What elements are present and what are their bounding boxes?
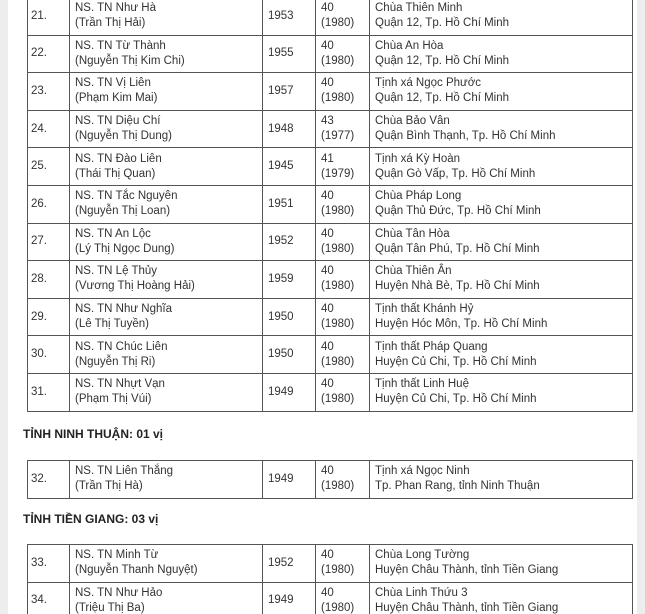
cell-years-years: 40 — [321, 190, 334, 203]
cell-birth-year-birth: 1952 — [268, 235, 294, 248]
cell-number-no: 26. — [31, 197, 47, 210]
cell-birth-year-birth: 1952 — [268, 556, 294, 569]
cell-name-name: NS. TN Tắc Nguyên — [75, 190, 178, 203]
cell-years — [316, 461, 370, 499]
cell-place-location: Quận Bình Thạnh, Tp. Hồ Chí Minh — [375, 130, 556, 143]
cell-years-years: 43 — [321, 115, 334, 128]
cell-place-temple: Tịnh thất Pháp Quang — [375, 340, 488, 353]
cell-years — [316, 336, 370, 374]
cell-birth-year — [263, 336, 316, 374]
cell-birth-year — [263, 373, 316, 411]
cell-place-temple: Tịnh thất Khánh Hỷ — [375, 303, 474, 316]
cell-name — [70, 73, 263, 111]
cell-number-no: 32. — [31, 472, 47, 485]
cell-birth-year — [263, 261, 316, 299]
nuns-table-tien-giang — [27, 544, 633, 614]
cell-name-name: NS. TN Vị Liên — [75, 77, 151, 90]
table-row — [28, 73, 633, 111]
cell-name — [70, 185, 263, 223]
cell-years — [316, 373, 370, 411]
cell-name — [70, 0, 263, 35]
cell-years-years: 40 — [321, 549, 334, 562]
cell-years — [316, 582, 370, 614]
cell-place-temple: Chùa Tân Hòa — [375, 227, 450, 240]
cell-years-year-paren: (1980) — [321, 17, 355, 30]
cell-number-no: 30. — [31, 348, 47, 361]
section-title-ninh-thuan: TỈNH NINH THUẬN: 01 vị — [23, 427, 164, 441]
table-row — [28, 223, 633, 261]
cell-name — [70, 298, 263, 336]
cell-place — [370, 461, 633, 499]
cell-number — [28, 223, 70, 261]
cell-place-temple: Tịnh thất Linh Huệ — [375, 378, 469, 391]
table-row — [28, 298, 633, 336]
cell-birth-year-birth: 1955 — [268, 47, 294, 60]
cell-name — [70, 336, 263, 374]
cell-number — [28, 73, 70, 111]
table-row — [28, 110, 633, 148]
table-row — [28, 545, 633, 583]
cell-place-temple: Tịnh xá Ngọc Phước — [375, 77, 482, 90]
cell-place — [370, 110, 633, 148]
cell-number-no: 21. — [31, 9, 47, 22]
cell-birth-year-birth: 1951 — [268, 197, 294, 210]
cell-place-location: Quận Tân Phú, Tp. Hồ Chí Minh — [375, 242, 540, 255]
cell-birth-year — [263, 545, 316, 583]
cell-number-no: 31. — [31, 385, 47, 398]
cell-place-temple: Chùa Bảo Vân — [375, 115, 450, 128]
cell-years-years: 40 — [321, 77, 334, 90]
cell-birth-year — [263, 298, 316, 336]
cell-years-year-paren: (1979) — [321, 167, 355, 180]
cell-name-name: NS. TN Đào Liên — [75, 152, 162, 165]
cell-number-no: 22. — [31, 47, 47, 60]
cell-number — [28, 35, 70, 73]
cell-name — [70, 223, 263, 261]
cell-place — [370, 185, 633, 223]
cell-name — [70, 148, 263, 186]
cell-birth-year — [263, 185, 316, 223]
cell-number — [28, 336, 70, 374]
table-row — [28, 35, 633, 73]
cell-name-lay-name: (Vương Thị Hoàng Hải) — [75, 280, 195, 293]
cell-place-location: Huyện Nhà Bè, Tp. Hồ Chí Minh — [375, 280, 540, 293]
nuns-table-ninh-thuan — [27, 460, 633, 499]
cell-place-location: Huyện Châu Thành, tỉnh Tiền Giang — [375, 564, 559, 577]
cell-place — [370, 336, 633, 374]
cell-years-years: 40 — [321, 378, 334, 391]
cell-years-years: 40 — [321, 586, 334, 599]
cell-name-name: NS. TN Từ Thành — [75, 39, 166, 52]
cell-place-location: Quận 12, Tp. Hồ Chí Minh — [375, 17, 510, 30]
cell-name-name: NS. TN Lệ Thủy — [75, 265, 158, 278]
cell-place-temple: Chùa Thiên Minh — [375, 2, 463, 15]
cell-years — [316, 148, 370, 186]
cell-birth-year-birth: 1949 — [268, 385, 294, 398]
cell-name-lay-name: (Thái Thị Quan) — [75, 167, 156, 180]
cell-number-no: 27. — [31, 235, 47, 248]
nuns-table-ho-chi-minh — [27, 0, 633, 412]
cell-place — [370, 73, 633, 111]
cell-place — [370, 223, 633, 261]
cell-birth-year — [263, 582, 316, 614]
cell-years — [316, 298, 370, 336]
cell-place-temple: Chùa Thiên Ân — [375, 265, 452, 278]
cell-years-years: 40 — [321, 39, 334, 52]
table-row — [28, 336, 633, 374]
cell-number-no: 24. — [31, 122, 47, 135]
cell-number-no: 23. — [31, 84, 47, 97]
cell-place — [370, 373, 633, 411]
cell-name-name: NS. TN An Lộc — [75, 227, 151, 240]
cell-number — [28, 148, 70, 186]
cell-years-year-paren: (1980) — [321, 280, 355, 293]
cell-number — [28, 545, 70, 583]
cell-place-location: Tp. Phan Rang, tỉnh Ninh Thuận — [375, 480, 540, 493]
cell-place — [370, 545, 633, 583]
cell-name-name: NS. TN Liên Thắng — [75, 465, 174, 478]
cell-number — [28, 298, 70, 336]
cell-place — [370, 148, 633, 186]
cell-name-lay-name: (Nguyễn Thị Ri) — [75, 355, 156, 368]
cell-years-year-paren: (1980) — [321, 92, 355, 105]
cell-number — [28, 261, 70, 299]
cell-years-year-paren: (1980) — [321, 480, 355, 493]
cell-name-name: NS. TN Như Hảo — [75, 586, 163, 599]
cell-name-lay-name: (Trần Thị Hải) — [75, 17, 146, 30]
cell-birth-year-birth: 1949 — [268, 594, 294, 607]
section-title-tien-giang: TỈNH TIỀN GIANG: 03 vị — [23, 512, 159, 526]
cell-place-temple: Chùa Linh Thứu 3 — [375, 586, 468, 599]
cell-place — [370, 582, 633, 614]
cell-name-name: NS. TN Như Hà — [75, 2, 156, 15]
cell-years-years: 40 — [321, 340, 334, 353]
cell-number-no: 25. — [31, 160, 47, 173]
cell-place-location: Quận 12, Tp. Hồ Chí Minh — [375, 92, 510, 105]
cell-name — [70, 35, 263, 73]
cell-years-years: 40 — [321, 465, 334, 478]
article-content — [8, 0, 637, 614]
cell-years-year-paren: (1980) — [321, 355, 355, 368]
cell-place-temple: Tịnh xá Ngọc Ninh — [375, 465, 470, 478]
cell-years — [316, 545, 370, 583]
cell-name-lay-name: (Triệu Thị Ba) — [75, 601, 145, 614]
cell-name-lay-name: (Nguyễn Thị Loan) — [75, 205, 171, 218]
cell-place-temple: Chùa Long Tường — [375, 549, 470, 562]
table-row — [28, 0, 633, 35]
cell-place-location: Huyện Củ Chi, Tp. Hồ Chí Minh — [375, 393, 537, 406]
cell-name — [70, 461, 263, 499]
cell-birth-year-birth: 1945 — [268, 160, 294, 173]
cell-name-name: NS. TN Nhựt Vạn — [75, 378, 165, 391]
table-row — [28, 461, 633, 499]
cell-years-year-paren: (1980) — [321, 601, 355, 614]
cell-name-name: NS. TN Minh Từ — [75, 549, 159, 562]
cell-birth-year — [263, 73, 316, 111]
table-row — [28, 582, 633, 614]
cell-years — [316, 73, 370, 111]
cell-name-lay-name: (Phạm Kim Mai) — [75, 92, 158, 105]
cell-years — [316, 35, 370, 73]
cell-place — [370, 298, 633, 336]
cell-name-name: NS. TN Diệu Chí — [75, 115, 161, 128]
cell-place-location: Quận Thủ Đức, Tp. Hồ Chí Minh — [375, 205, 541, 218]
cell-number-no: 34. — [31, 594, 47, 607]
cell-years-years: 40 — [321, 2, 334, 15]
cell-years-year-paren: (1980) — [321, 318, 355, 331]
table-row — [28, 148, 633, 186]
cell-name — [70, 261, 263, 299]
cell-birth-year — [263, 148, 316, 186]
cell-years — [316, 185, 370, 223]
cell-years — [316, 223, 370, 261]
cell-name-lay-name: (Lý Thị Ngọc Dung) — [75, 242, 175, 255]
cell-years-year-paren: (1980) — [321, 393, 355, 406]
cell-place — [370, 35, 633, 73]
cell-place-location: Huyện Châu Thành, tỉnh Tiền Giang — [375, 601, 559, 614]
page-gutter-right — [637, 0, 645, 614]
table-row — [28, 373, 633, 411]
cell-birth-year-birth: 1959 — [268, 272, 294, 285]
cell-name-lay-name: (Phạm Thị Vúi) — [75, 393, 152, 406]
cell-years — [316, 261, 370, 299]
cell-name — [70, 373, 263, 411]
cell-birth-year — [263, 461, 316, 499]
cell-years-year-paren: (1980) — [321, 564, 355, 577]
cell-name-name: NS. TN Như Nghĩa — [75, 303, 172, 316]
table-row — [28, 261, 633, 299]
cell-place — [370, 261, 633, 299]
cell-birth-year — [263, 223, 316, 261]
cell-years — [316, 110, 370, 148]
cell-name-name: NS. TN Chúc Liên — [75, 340, 168, 353]
cell-name-lay-name: (Nguyễn Thị Kim Chi) — [75, 54, 185, 67]
cell-years-years: 40 — [321, 303, 334, 316]
cell-number-no: 33. — [31, 556, 47, 569]
cell-number — [28, 110, 70, 148]
cell-birth-year — [263, 35, 316, 73]
cell-number — [28, 0, 70, 35]
cell-name-lay-name: (Nguyễn Thanh Nguyệt) — [75, 564, 198, 577]
cell-name — [70, 582, 263, 614]
cell-number — [28, 373, 70, 411]
cell-number-no: 29. — [31, 310, 47, 323]
cell-years-year-paren: (1977) — [321, 130, 355, 143]
cell-place-location: Huyện Hóc Môn, Tp. Hồ Chí Minh — [375, 318, 548, 331]
cell-birth-year — [263, 110, 316, 148]
cell-name-lay-name: (Nguyễn Thị Dung) — [75, 130, 172, 143]
cell-birth-year-birth: 1949 — [268, 472, 294, 485]
cell-number-no: 28. — [31, 272, 47, 285]
cell-name-lay-name: (Lê Thị Tuyền) — [75, 318, 149, 331]
cell-years-year-paren: (1980) — [321, 242, 355, 255]
cell-place-location: Quận 12, Tp. Hồ Chí Minh — [375, 54, 510, 67]
cell-place — [370, 0, 633, 35]
cell-birth-year-birth: 1957 — [268, 84, 294, 97]
cell-years-years: 40 — [321, 227, 334, 240]
cell-place-location: Quận Gò Vấp, Tp. Hồ Chí Minh — [375, 167, 536, 180]
cell-birth-year-birth: 1950 — [268, 348, 294, 361]
cell-years-years: 41 — [321, 152, 334, 165]
table-row — [28, 185, 633, 223]
cell-number — [28, 185, 70, 223]
cell-years — [316, 0, 370, 35]
cell-years-year-paren: (1980) — [321, 205, 355, 218]
cell-number — [28, 461, 70, 499]
cell-name — [70, 110, 263, 148]
cell-number — [28, 582, 70, 614]
cell-birth-year-birth: 1948 — [268, 122, 294, 135]
cell-years-years: 40 — [321, 265, 334, 278]
cell-name-lay-name: (Trần Thị Hà) — [75, 480, 143, 493]
cell-place-location: Huyện Củ Chi, Tp. Hồ Chí Minh — [375, 355, 537, 368]
cell-name — [70, 545, 263, 583]
cell-birth-year — [263, 0, 316, 35]
cell-place-temple: Chùa An Hòa — [375, 39, 444, 52]
cell-birth-year-birth: 1950 — [268, 310, 294, 323]
cell-birth-year-birth: 1953 — [268, 9, 294, 22]
cell-place-temple: Chùa Pháp Long — [375, 190, 462, 203]
page-gutter-left — [0, 0, 8, 614]
cell-place-temple: Tịnh xá Kỳ Hoàn — [375, 152, 461, 165]
cell-years-year-paren: (1980) — [321, 54, 355, 67]
